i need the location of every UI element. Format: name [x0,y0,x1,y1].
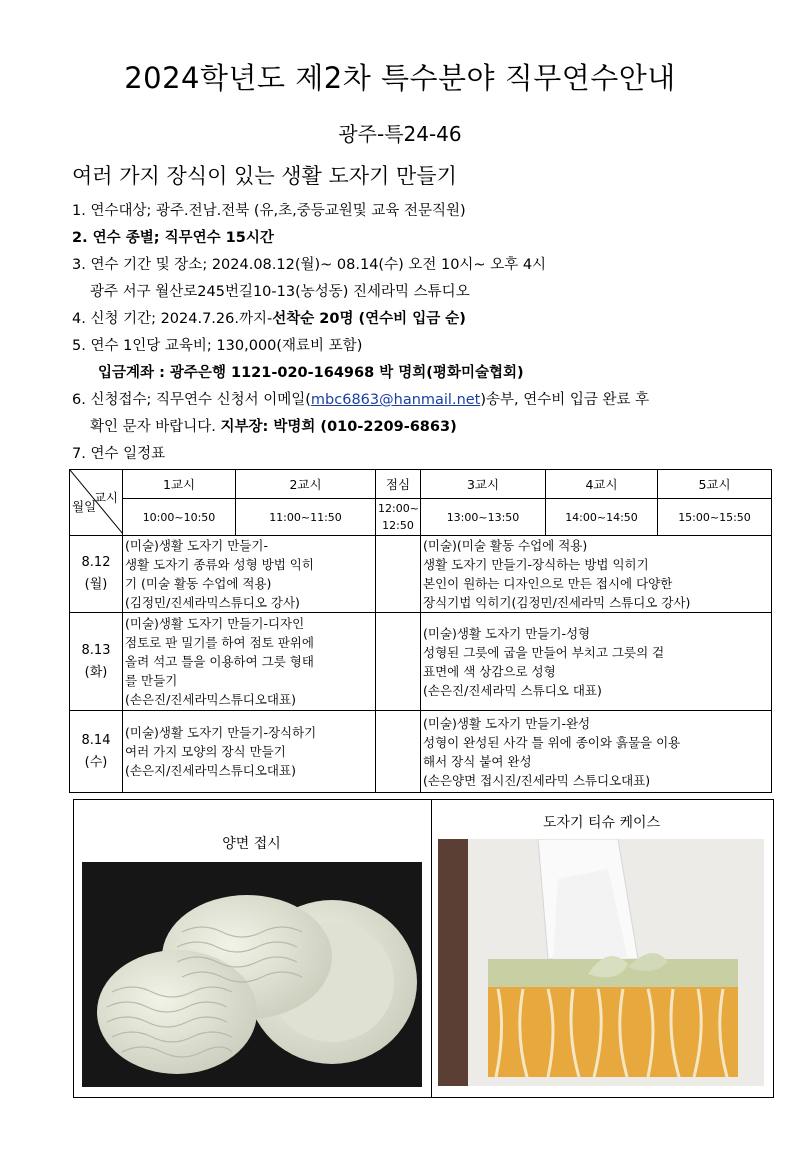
morning-session: (미술)생활 도자기 만들기-장식하기 여러 가지 모양의 장식 만들기 (손은지/진세라믹스튜디오대표) [123,711,376,793]
photo-divider [431,800,432,1097]
item-submit: 6. 신청접수; 직무연수 신청서 이메일(mbc6863@hanmail.net)송부, 연수비 입금 완료 후 [72,392,650,408]
item-schedule-title: 7. 연수 일정표 [72,446,166,462]
course-code: 광주-특24-46 [338,122,462,146]
morning-session: (미술)생활 도자기 만들기- 생활 도자기 종류와 성형 방법 익히 기 (미술 활동 수업에 적용) (김정민/진세라믹스튜디오 강사) [123,536,376,613]
time-p5: 15:00~15:50 [658,499,772,536]
course-name: 여러 가지 장식이 있는 생활 도자기 만들기 [72,164,457,188]
table-row [70,536,772,613]
day-cell: 8.14 (수) [70,711,123,793]
afternoon-session: (미술)(미술 활동 수업에 적용) 생활 도자기 만들기-장식하는 방법 익히기 본인이 원하는 디자인으로 만든 접시에 다양한 장식기법 익히기(김정민/진세라믹 스튜디오 강사) [421,536,772,613]
schedule-table [69,469,772,793]
tissue-case-photo [438,839,764,1086]
lunch-cell [376,536,421,613]
item-place: 광주 서구 월산로245번길10-13(농성동) 진세라믹 스튜디오 [90,284,470,300]
time-lunch: 12:00~ 12:50 [376,499,421,536]
item-apply: 4. 신청 기간; 2024.7.26.까지-선착순 20명 (연수비 입금 순) [72,311,466,327]
item-account: 입금계좌 : 광주은행 1121-020-164968 박 명희(평화미술협회) [98,365,524,381]
lunch-cell [376,613,421,711]
header-p2: 2교시 [236,470,376,499]
photo-label-tissue-case: 도자기 티슈 케이스 [542,815,661,831]
time-p1: 10:00~10:50 [123,499,236,536]
day-cell: 8.13 (화) [70,613,123,711]
afternoon-session: (미술)생활 도자기 만들기-성형 성형된 그릇에 굽을 만들어 부치고 그릇의 겉 표면에 색 상감으로 성형 (손은진/진세라믹 스튜디오 대표) [421,613,772,711]
info-list [72,198,772,468]
item-target: 1. 연수대상; 광주.전남.전북 (유,초,중등교원및 교육 전문직원) [72,203,466,219]
photo-label-plates: 양면 접시 [222,836,281,852]
time-p2: 11:00~11:50 [236,499,376,536]
item-fee: 5. 연수 1인당 교육비; 130,000(재료비 포함) [72,338,363,354]
page-title: 2024학년도 제2차 특수분야 직무연수안내 [124,61,676,95]
item-period: 3. 연수 기간 및 장소; 2024.08.12(월)~ 08.14(수) 오전 10시~ 오후 4시 [72,257,547,273]
email-link[interactable]: mbc6863@hanmail.net [310,392,481,408]
header-p1: 1교시 [123,470,236,499]
table-row [70,711,772,793]
lunch-cell [376,711,421,793]
header-lunch: 점심 [376,470,421,499]
table-corner: 교시 월일 [70,470,123,536]
afternoon-session: (미술)생활 도자기 만들기-완성 성형이 완성된 사각 틀 위에 종이와 흙물을 이용 해서 장식 붙여 완성 (손은양면 접시진/진세라믹 스튜디오대표) [421,711,772,793]
item-type: 2. 연수 종별; 직무연수 15시간 [72,230,274,246]
morning-session: (미술)생활 도자기 만들기-디자인 점토로 판 밀기를 하여 점토 판위에 올려 석고 틀을 이용하여 그릇 형태 를 만들기 (손은진/진세라믹스튜디오대표) [123,613,376,711]
plates-photo [82,862,422,1087]
header-p5: 5교시 [658,470,772,499]
time-p3: 13:00~13:50 [421,499,546,536]
day-cell: 8.12 (월) [70,536,123,613]
item-contact: 확인 문자 바랍니다. 지부장: 박명희 (010-2209-6863) [90,419,457,435]
time-p4: 14:00~14:50 [546,499,658,536]
header-p3: 3교시 [421,470,546,499]
table-row [70,613,772,711]
header-p4: 4교시 [546,470,658,499]
